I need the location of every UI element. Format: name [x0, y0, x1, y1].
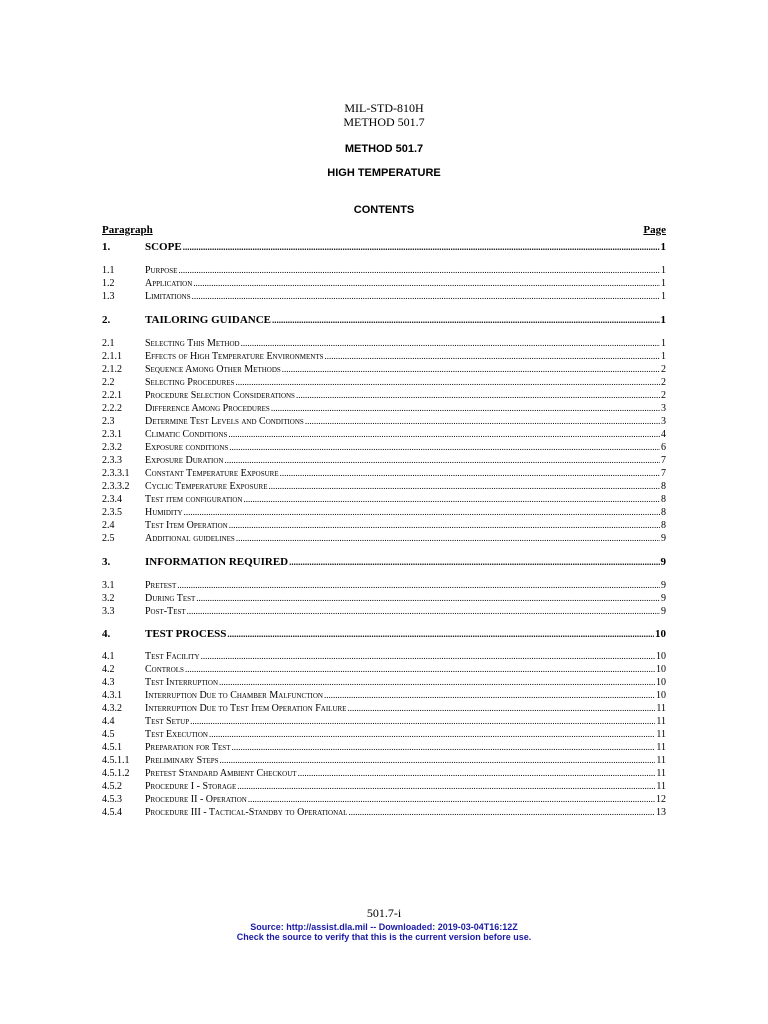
- toc-row-page: 4: [661, 429, 666, 440]
- toc-row: [102, 290, 666, 303]
- toc-row-page: 3: [661, 416, 666, 427]
- toc-row-leader: [178, 264, 660, 276]
- toc-row-leader: [209, 728, 655, 740]
- toc-row-number: 4.5.1: [102, 742, 122, 753]
- toc-row-leader: [187, 605, 660, 617]
- toc-row: [102, 579, 666, 592]
- toc-row-title: During Test: [145, 593, 196, 604]
- toc-row-number: 4.2: [102, 664, 115, 675]
- toc-row-title: Additional guidelines: [145, 533, 235, 544]
- toc-row-number: 2.3.3.2: [102, 481, 130, 492]
- toc-row-page: 9: [661, 606, 666, 617]
- toc-row-page: 8: [661, 520, 666, 531]
- toc-row-number: 3.3: [102, 606, 115, 617]
- toc-row-title: Humidity: [145, 507, 183, 518]
- toc-row-number: 2.1.1: [102, 351, 122, 362]
- toc-row-page: 11: [656, 742, 666, 753]
- toc-row-title: Selecting Procedures: [145, 377, 235, 388]
- toc-row-leader: [220, 754, 656, 766]
- toc-row-number: 2.: [102, 314, 111, 326]
- method-id: METHOD 501.7: [343, 115, 425, 129]
- toc-row-leader: [184, 506, 660, 518]
- toc-row-leader: [237, 780, 655, 792]
- toc-row: [102, 454, 666, 467]
- toc-row-page: 13: [656, 807, 666, 818]
- toc-row-page: 9: [661, 593, 666, 604]
- toc-row-number: 4.5: [102, 729, 115, 740]
- toc-row-leader: [192, 290, 660, 302]
- toc-row-page: 9: [660, 556, 666, 568]
- toc-row-title: Climatic Conditions: [145, 429, 228, 440]
- toc-row-title: Procedure III - Tactical-Standby to Operational: [145, 807, 348, 818]
- toc-row-title: Preparation for Test: [145, 742, 231, 753]
- toc-row-page: 11: [656, 755, 666, 766]
- toc-row-title: Limitations: [145, 291, 191, 302]
- toc-row: [102, 780, 666, 793]
- toc-row: [102, 402, 666, 415]
- toc-row: [102, 337, 666, 350]
- toc-row-leader: [193, 277, 660, 289]
- contents-heading: CONTENTS: [353, 204, 415, 216]
- toc-row-number: 3.1: [102, 580, 115, 591]
- toc-row: [102, 806, 666, 819]
- toc-row: [102, 605, 666, 618]
- toc-row-page: 1: [660, 314, 666, 326]
- document-title: [0, 142, 768, 190]
- toc-row-page: 1: [661, 291, 666, 302]
- toc-row: [102, 277, 666, 290]
- source-line: Source: http://assist.dla.mil -- Downloaded: 2019-03-04T16:12Z: [250, 922, 518, 932]
- toc-row-number: 1.: [102, 241, 111, 253]
- toc-row-number: 2.3.3.1: [102, 468, 130, 479]
- toc-row-number: 4.5.1.1: [102, 755, 130, 766]
- toc-row-title: Preliminary Steps: [145, 755, 219, 766]
- toc-row: [102, 415, 666, 428]
- toc-row-title: Effects of High Temperature Environments: [145, 351, 324, 362]
- toc-row-number: 2.2.1: [102, 390, 122, 401]
- toc-row-title: Exposure conditions: [145, 442, 229, 453]
- toc-row-page: 10: [655, 628, 666, 640]
- toc-row-title: Procedure II - Operation: [145, 794, 247, 805]
- toc-row-number: 4.3.1: [102, 690, 122, 701]
- toc-row: [102, 467, 666, 480]
- toc-row-page: 8: [661, 494, 666, 505]
- toc-row-title: Interruption Due to Chamber Malfunction: [145, 690, 323, 701]
- toc-row-title: Test item configuration: [145, 494, 243, 505]
- toc-row-number: 3.: [102, 556, 111, 568]
- toc-row-number: 2.3: [102, 416, 115, 427]
- toc-row-number: 1.3: [102, 291, 115, 302]
- toc-row-number: 4.5.3: [102, 794, 122, 805]
- toc-row-title: Test Interruption: [145, 677, 218, 688]
- toc-row-number: 4.: [102, 628, 111, 640]
- toc-row-leader: [325, 350, 661, 362]
- toc-row: [102, 428, 666, 441]
- title-method: METHOD 501.7: [344, 143, 424, 155]
- toc-row-page: 11: [656, 729, 666, 740]
- toc-row-leader: [241, 337, 660, 349]
- toc-row-number: 2.1.2: [102, 364, 122, 375]
- toc-row: [102, 363, 666, 376]
- toc-row-leader: [280, 467, 660, 479]
- toc-row-title: TAILORING GUIDANCE: [145, 314, 272, 326]
- toc-row: [102, 592, 666, 605]
- toc-row: [102, 728, 666, 741]
- toc-column-headers: [102, 223, 666, 237]
- toc-row-number: 4.3.2: [102, 703, 122, 714]
- toc-row: [102, 689, 666, 702]
- page-column-label: Page: [643, 224, 666, 236]
- toc-row-leader: [231, 741, 655, 753]
- toc-row: [102, 506, 666, 519]
- toc-row-page: 1: [661, 338, 666, 349]
- toc-row: [102, 519, 666, 532]
- toc-row: [102, 350, 666, 363]
- toc-row-page: 10: [656, 651, 666, 662]
- toc-row-leader: [177, 579, 660, 591]
- toc-row-title: TEST PROCESS: [145, 628, 227, 640]
- toc-row-page: 10: [656, 677, 666, 688]
- toc-row-page: 3: [661, 403, 666, 414]
- doc-id: MIL-STD-810H: [344, 101, 424, 115]
- toc-row-title: Exposure Duration: [145, 455, 224, 466]
- toc-row-number: 1.2: [102, 278, 115, 289]
- toc-row-title: Application: [145, 278, 193, 289]
- toc-row-number: 2.1: [102, 338, 115, 349]
- toc-row-leader: [282, 363, 660, 375]
- toc-row-page: 10: [656, 664, 666, 675]
- page-number: 501.7-i: [366, 906, 402, 920]
- toc-row-title: Cyclic Temperature Exposure: [145, 481, 268, 492]
- toc-row-page: 6: [661, 442, 666, 453]
- toc-row-page: 9: [661, 580, 666, 591]
- toc-row-number: 4.1: [102, 651, 115, 662]
- toc-row-leader: [185, 663, 655, 675]
- toc-row-title: Pretest: [145, 580, 177, 591]
- toc-row-title: Sequence Among Other Methods: [145, 364, 281, 375]
- toc-row-title: Difference Among Procedures: [145, 403, 270, 414]
- toc-row-title: Test Item Operation: [145, 520, 228, 531]
- toc-row-title: Procedure Selection Considerations: [145, 390, 295, 401]
- verify-line: Check the source to verify that this is the current version before use.: [236, 932, 532, 942]
- toc-row-page: 9: [661, 533, 666, 544]
- toc-row-number: 4.3: [102, 677, 115, 688]
- toc-row: [102, 389, 666, 402]
- toc-row-leader: [228, 428, 660, 440]
- toc-row-page: 10: [656, 690, 666, 701]
- toc-row: [102, 767, 666, 780]
- toc-row: [102, 556, 666, 569]
- toc-row: [102, 441, 666, 454]
- toc-row-title: INFORMATION REQUIRED: [145, 556, 289, 568]
- toc-row-title: Selecting This Method: [145, 338, 240, 349]
- toc-row-leader: [296, 389, 660, 401]
- toc-row-number: 2.3.1: [102, 429, 122, 440]
- toc-row-title: Controls: [145, 664, 184, 675]
- toc-row-number: 2.3.4: [102, 494, 122, 505]
- toc-row: [102, 493, 666, 506]
- toc-row-number: 2.4: [102, 520, 115, 531]
- toc-row: [102, 715, 666, 728]
- toc-row: [102, 376, 666, 389]
- toc-row-leader: [235, 376, 660, 388]
- toc-row-page: 11: [656, 781, 666, 792]
- toc-row-title: Procedure I - Storage: [145, 781, 237, 792]
- toc-row-number: 2.2: [102, 377, 115, 388]
- toc-row-page: 11: [656, 768, 666, 779]
- toc-row-title: Interruption Due to Test Item Operation Failure: [145, 703, 347, 714]
- toc-row-leader: [190, 715, 655, 727]
- toc-row: [102, 650, 666, 663]
- toc-row: [102, 480, 666, 493]
- toc-row-page: 2: [661, 364, 666, 375]
- toc-row: [102, 628, 666, 641]
- toc-row-title: Test Execution: [145, 729, 208, 740]
- toc-row: [102, 754, 666, 767]
- toc-row-title: Determine Test Levels and Conditions: [145, 416, 304, 427]
- toc-row-number: 4.5.2: [102, 781, 122, 792]
- toc-row-leader: [272, 314, 659, 327]
- toc-row-number: 4.5.4: [102, 807, 122, 818]
- toc-row-leader: [229, 519, 660, 531]
- toc-row-leader: [289, 556, 659, 569]
- toc-row-page: 11: [656, 703, 666, 714]
- toc-row-leader: [236, 532, 660, 544]
- toc-row-leader: [196, 592, 660, 604]
- toc-row-title: Post-Test: [145, 606, 186, 617]
- toc-row-page: 7: [661, 455, 666, 466]
- toc-row-number: 2.2.2: [102, 403, 122, 414]
- toc-row-leader: [219, 676, 655, 688]
- toc-row-page: 1: [661, 351, 666, 362]
- toc-row-leader: [229, 441, 660, 453]
- toc-row-leader: [201, 650, 655, 662]
- toc-row-page: 1: [661, 265, 666, 276]
- toc-row-title: Constant Temperature Exposure: [145, 468, 279, 479]
- toc-row: [102, 702, 666, 715]
- toc-row-leader: [348, 806, 655, 818]
- toc-row-page: 12: [656, 794, 666, 805]
- toc-row-leader: [227, 628, 654, 641]
- toc-row-number: 2.3.5: [102, 507, 122, 518]
- toc-row-number: 1.1: [102, 265, 115, 276]
- toc-row-page: 8: [661, 481, 666, 492]
- toc-row-leader: [298, 767, 656, 779]
- toc-row-page: 1: [660, 241, 666, 253]
- toc-row: [102, 793, 666, 806]
- paragraph-column-label: Paragraph: [102, 224, 153, 236]
- toc-row-leader: [248, 793, 655, 805]
- toc-row: [102, 241, 666, 254]
- toc-row-leader: [243, 493, 660, 505]
- toc-row-leader: [305, 415, 660, 427]
- toc-row-leader: [183, 241, 660, 254]
- toc-row: [102, 264, 666, 277]
- toc-row-page: 11: [656, 716, 666, 727]
- toc-row-number: 2.3.3: [102, 455, 122, 466]
- toc-row-number: 2.5: [102, 533, 115, 544]
- toc-row-page: 7: [661, 468, 666, 479]
- toc-row-title: Purpose: [145, 265, 178, 276]
- toc-row-title: Test Facility: [145, 651, 200, 662]
- toc-row-number: 2.3.2: [102, 442, 122, 453]
- toc-row: [102, 532, 666, 545]
- toc-row-page: 2: [661, 377, 666, 388]
- toc-row-title: SCOPE: [145, 241, 182, 253]
- toc-row: [102, 676, 666, 689]
- toc-row: [102, 314, 666, 327]
- toc-row-leader: [269, 480, 661, 492]
- toc-row-leader: [347, 702, 655, 714]
- toc-row: [102, 663, 666, 676]
- toc-row-leader: [224, 454, 660, 466]
- toc-row-number: 4.4: [102, 716, 115, 727]
- source-notice: [0, 922, 768, 942]
- toc-row-title: Pretest Standard Ambient Checkout: [145, 768, 297, 779]
- toc-row-page: 2: [661, 390, 666, 401]
- toc-row-number: 4.5.1.2: [102, 768, 130, 779]
- toc-row-title: Test Setup: [145, 716, 190, 727]
- toc-row-page: 1: [661, 278, 666, 289]
- toc-row: [102, 741, 666, 754]
- toc-row-number: 3.2: [102, 593, 115, 604]
- toc-row-leader: [271, 402, 660, 414]
- document-header: [0, 101, 768, 129]
- toc-row-page: 8: [661, 507, 666, 518]
- title-name: HIGH TEMPERATURE: [327, 167, 441, 179]
- toc-row-leader: [324, 689, 655, 701]
